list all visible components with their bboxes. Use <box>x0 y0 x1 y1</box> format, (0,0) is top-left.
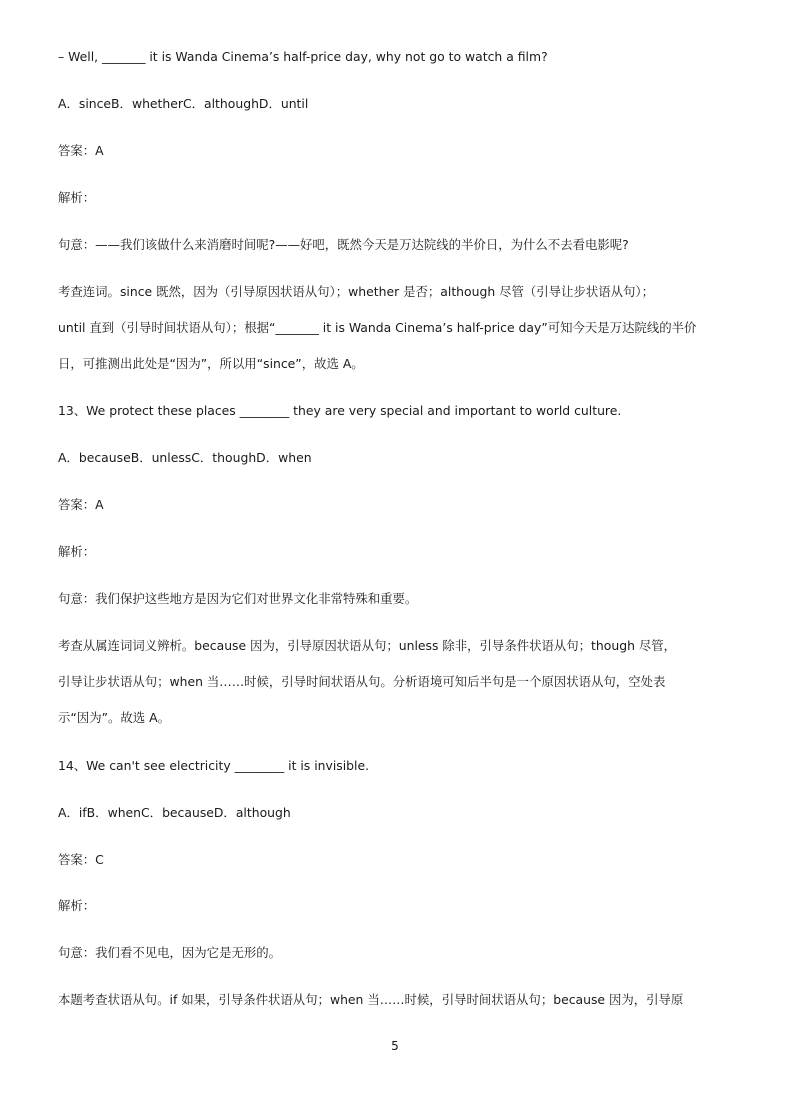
question-14-explanation-line-1: 本题考查状语从句。if 如果，引导条件状语从句；when 当……时候，引导时间状语从句；because 因为，引导原 <box>58 992 684 1007</box>
question-14-answer: 答案：C <box>58 852 104 867</box>
question-12-meaning: 句意：——我们该做什么来消磨时间呢?——好吧，既然今天是万达院线的半价日，为什么不去看电影呢? <box>58 237 629 252</box>
question-12-explanation-line-1: 考查连词。since 既然，因为（引导原因状语从句）；whether 是否；although 尽管（引导让步状语从句）； <box>58 284 654 299</box>
question-14-meaning: 句意：我们看不见电，因为它是无形的。 <box>58 945 282 960</box>
question-13-explanation-line-1: 考查从属连词词义辨析。because 因为，引导原因状语从句；unless 除非，引导条件状语从句；though 尽管， <box>58 638 677 653</box>
question-13-answer: 答案：A <box>58 497 104 512</box>
question-13-meaning: 句意：我们保护这些地方是因为它们对世界文化非常特殊和重要。 <box>58 591 418 606</box>
question-13-stem: 13、We protect these places ________ they are very special and important to world culture. <box>58 403 622 418</box>
page-number: 5 <box>391 1039 399 1053</box>
question-12-options: A．sinceB．whetherC．althoughD．until <box>58 96 309 111</box>
question-14-options: A．ifB．whenC．becauseD．although <box>58 805 291 820</box>
question-12-analysis-label: 解析： <box>58 190 96 205</box>
question-12-explanation-line-3: 日，可推测出此处是“因为”，所以用“since”，故选 A。 <box>58 356 364 371</box>
question-12-explanation-line-2: until 直到（引导时间状语从句）；根据“_______ it is Wanda Cinema’s half-price day”可知今天是万达院线的半价 <box>58 320 697 335</box>
question-12-answer: 答案：A <box>58 143 104 158</box>
question-13-analysis-label: 解析： <box>58 544 96 559</box>
question-14-analysis-label: 解析： <box>58 898 96 913</box>
question-13-options: A．becauseB．unlessC．thoughD．when <box>58 450 312 465</box>
question-14-stem: 14、We can't see electricity ________ it is invisible. <box>58 758 370 773</box>
question-13-explanation-line-2: 引导让步状语从句；when 当……时候，引导时间状语从句。分析语境可知后半句是一个原因状语从句，空处表 <box>58 674 666 689</box>
question-13-explanation-line-3: 示“因为”。故选 A。 <box>58 710 170 725</box>
question-12-stem: – Well, _______ it is Wanda Cinema’s half-price day, why not go to watch a film? <box>58 49 548 64</box>
